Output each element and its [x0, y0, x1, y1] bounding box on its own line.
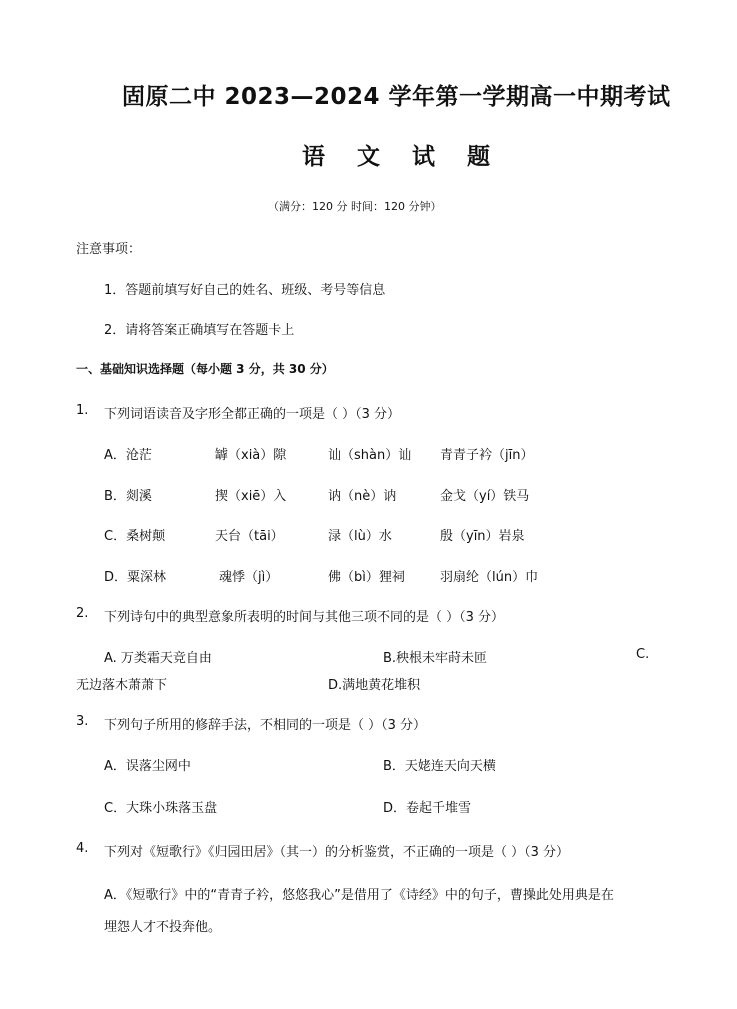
option-d: D.满地黄花堆积 — [328, 678, 421, 693]
option-b-label: B．剡溪 — [104, 489, 152, 504]
option-c-text: 无边落木萧萧下 — [76, 678, 168, 693]
question-number: 1. — [76, 403, 89, 418]
option-d: D．卷起千堆雪 — [383, 801, 472, 816]
option-d-word: 羽扇纶（lún）巾 — [440, 570, 539, 585]
notice-item: 2．请将答案正确填写在答题卡上 — [104, 323, 295, 338]
question-stem: 下列词语读音及字形全都正确的一项是（ ）（3 分） — [104, 407, 401, 422]
option-a-word: 罅（xià）隙 — [215, 448, 287, 463]
notice-item: 1．答题前填写好自己的姓名、班级、考号等信息 — [104, 283, 386, 298]
option-d-word: 魂悸（jì） — [219, 570, 279, 585]
option-a-word: 青青子衿（jīn） — [440, 448, 534, 463]
score-time-info: （满分：120 分 时间：120 分钟） — [268, 200, 442, 213]
question-number: 4. — [76, 841, 89, 856]
option-c-label: C. — [636, 647, 650, 662]
option-d-word: 佛（bì）狸祠 — [328, 570, 405, 585]
question-number: 3. — [76, 714, 89, 729]
question-stem: 下列诗句中的典型意象所表明的时间与其他三项不同的是（ ）（3 分） — [104, 610, 505, 625]
option-a: A．误落尘网中 — [104, 759, 191, 774]
section-heading: 一、基础知识选择题（每小题 3 分，共 30 分） — [76, 362, 334, 376]
question-number: 2. — [76, 606, 89, 621]
option-c-label: C．桑树颠 — [104, 529, 166, 544]
option-b-word: 讷（nè）讷 — [328, 489, 397, 504]
option-a-line: 埋怨人才不投奔他。 — [104, 920, 222, 935]
exam-subtitle: 语 文 试 题 — [302, 144, 503, 170]
exam-title: 固原二中 2023—2024 学年第一学期高一中期考试 — [122, 84, 671, 110]
option-a-label: A．沧茫 — [104, 448, 152, 463]
option-b-word: 金戈（yí）铁马 — [440, 489, 530, 504]
question-stem: 下列句子所用的修辞手法，不相同的一项是（ ）（3 分） — [104, 718, 427, 733]
option-b: B.秧根未牢莳未匝 — [383, 651, 488, 666]
option-c-word: 渌（lù）水 — [328, 529, 392, 544]
option-c-word: 殷（yīn）岩泉 — [440, 529, 525, 544]
option-d-label: D．粟深林 — [104, 570, 167, 585]
option-c-word: 天台（tāi） — [215, 529, 284, 544]
question-stem: 下列对《短歌行》《归园田居》（其一）的分析鉴赏，不正确的一项是（ ）（3 分） — [104, 845, 570, 860]
notice-label: 注意事项： — [76, 242, 142, 257]
option-b: B．天姥连天向天横 — [383, 759, 496, 774]
option-a-word: 讪（shàn）讪 — [328, 448, 412, 463]
option-a-line: A．《短歌行》中的“青青子衿，悠悠我心”是借用了《诗经》中的句子，曹操此处用典是在 — [104, 888, 614, 903]
option-b-word: 揳（xiē）入 — [215, 489, 287, 504]
option-c: C．大珠小珠落玉盘 — [104, 801, 218, 816]
option-a: A. 万类霜天竞自由 — [104, 651, 212, 666]
